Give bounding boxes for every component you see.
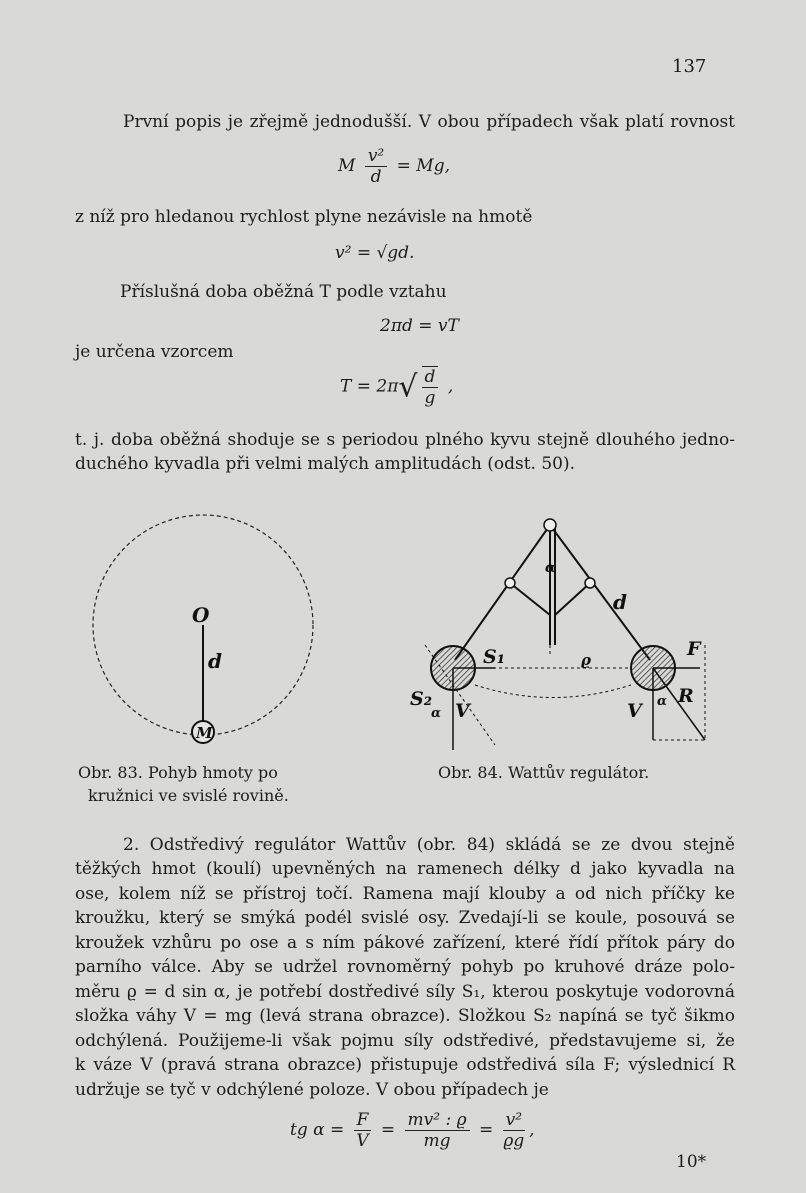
figure-83-diagram	[80, 495, 330, 755]
signature-mark: 10*	[676, 1152, 707, 1172]
label-alpha-left: α	[431, 706, 442, 721]
eq-denominator: V	[356, 1131, 369, 1151]
equation-centripetal	[338, 146, 450, 187]
eq-denominator: d	[370, 167, 382, 187]
eq-numerator: F	[354, 1110, 372, 1131]
eq-numerator: v²	[503, 1110, 525, 1131]
figure-84-caption: Obr. 84. Wattův regulátor.	[438, 763, 650, 782]
paragraph-line: těžkých hmot (koulí) upevněných na ramenech délky d jako kyvadla na	[75, 859, 735, 879]
eq-term: ,	[447, 376, 454, 397]
label-alpha-top: α	[545, 560, 556, 576]
eq-term: = Mg,	[396, 156, 450, 176]
label-F: F	[687, 638, 701, 660]
paragraph-line: Příslušná doba oběžná T podle vztahu	[120, 282, 447, 302]
paragraph-line: parního válce. Aby se udržel rovnoměrný pohyb po kruhové dráze polo-	[75, 957, 735, 977]
label-rho: ϱ	[581, 651, 591, 669]
paragraph-line: udržuje se tyč v odchýlené poloze. V obou případech je	[75, 1080, 549, 1100]
paragraph-line: t. j. doba oběžná shoduje se s periodou plného kyvu stejně dlouhého jedno-	[75, 430, 735, 450]
equation-velocity: v² = √gd.	[335, 243, 415, 263]
label-O: O	[192, 603, 210, 627]
label-V-left: V	[455, 700, 470, 722]
eq-denominator: mg	[423, 1131, 451, 1151]
label-M: M	[196, 724, 213, 742]
paragraph-line: složka váhy V = mg (levá strana obrazce). Složkou S₂ napíná se tyč šikmo	[75, 1006, 735, 1026]
eq-term: ,	[529, 1120, 535, 1140]
paragraph-line: k váze V (pravá strana obrazce) přistupuje odstředivá síla F; výslednicí R	[75, 1055, 735, 1075]
paragraph-line: je určena vzorcem	[75, 342, 234, 362]
eq-term: M	[338, 156, 356, 176]
label-d: d	[613, 590, 627, 614]
eq-denominator: g	[424, 388, 436, 408]
paragraph-line: odchýlená. Použijeme-li však pojmu síly odstředivé, představujeme si, že	[75, 1031, 735, 1051]
label-R: R	[678, 685, 694, 707]
paragraph-line: 2. Odstředivý regulátor Wattův (obr. 84) skládá se ze dvou stejně	[123, 835, 735, 855]
paragraph-line: kroužek vzhůru po ose a s ním pákové zařízení, které řídí přítok páry do	[75, 933, 735, 953]
paragraph-line: kroužku, který se smýká podél svislé osy. Zvedají-li se koule, posouvá se	[75, 908, 735, 928]
equation-tangent: tg α = $\frac{F}{V}$ = $\frac{\text{mv² : ϱ}}{mg}$ = $\frac{\text{v²}}{ϱg}$ ,	[290, 1110, 535, 1151]
paragraph-line: z níž pro hledanou rychlost plyne nezávisle na hmotě	[75, 207, 533, 227]
equation-circumference: 2πd = vT	[380, 316, 459, 336]
eq-denominator: ϱg	[503, 1131, 525, 1151]
label-alpha-right: α	[657, 694, 668, 709]
label-V-right: V	[627, 700, 642, 722]
eq-numerator: v²	[365, 146, 387, 167]
equation-period: T = 2π√ $\frac{d}{g}$ ,	[340, 367, 454, 408]
paragraph-line: ose, kolem níž se přístroj točí. Ramena mají klouby a od nich příčky ke	[75, 884, 735, 904]
paragraph-line: měru ϱ = d sin α, je potřebí dostředivé síly S₁, kterou poskytuje vodorovná	[75, 982, 735, 1002]
eq-numerator: d	[422, 367, 439, 388]
figure-84-diagram	[395, 505, 725, 755]
eq-numerator: mv² : ϱ	[405, 1110, 470, 1131]
label-S1: S₁	[483, 646, 506, 668]
eq-term: T = 2π	[340, 376, 399, 397]
page-number: 137	[672, 56, 707, 77]
label-S2: S₂	[410, 688, 433, 710]
figure-83-caption: kružnici ve svislé rovině.	[88, 786, 289, 805]
figure-83-caption: Obr. 83. Pohyb hmoty po	[78, 763, 278, 782]
label-d: d	[208, 649, 222, 673]
eq-term: tg α =	[290, 1120, 345, 1140]
paragraph-line: První popis je zřejmě jednodušší. V obou případech však platí rovnost	[123, 112, 735, 132]
paragraph-line: duchého kyvadla při velmi malých amplitudách (odst. 50).	[75, 454, 575, 474]
